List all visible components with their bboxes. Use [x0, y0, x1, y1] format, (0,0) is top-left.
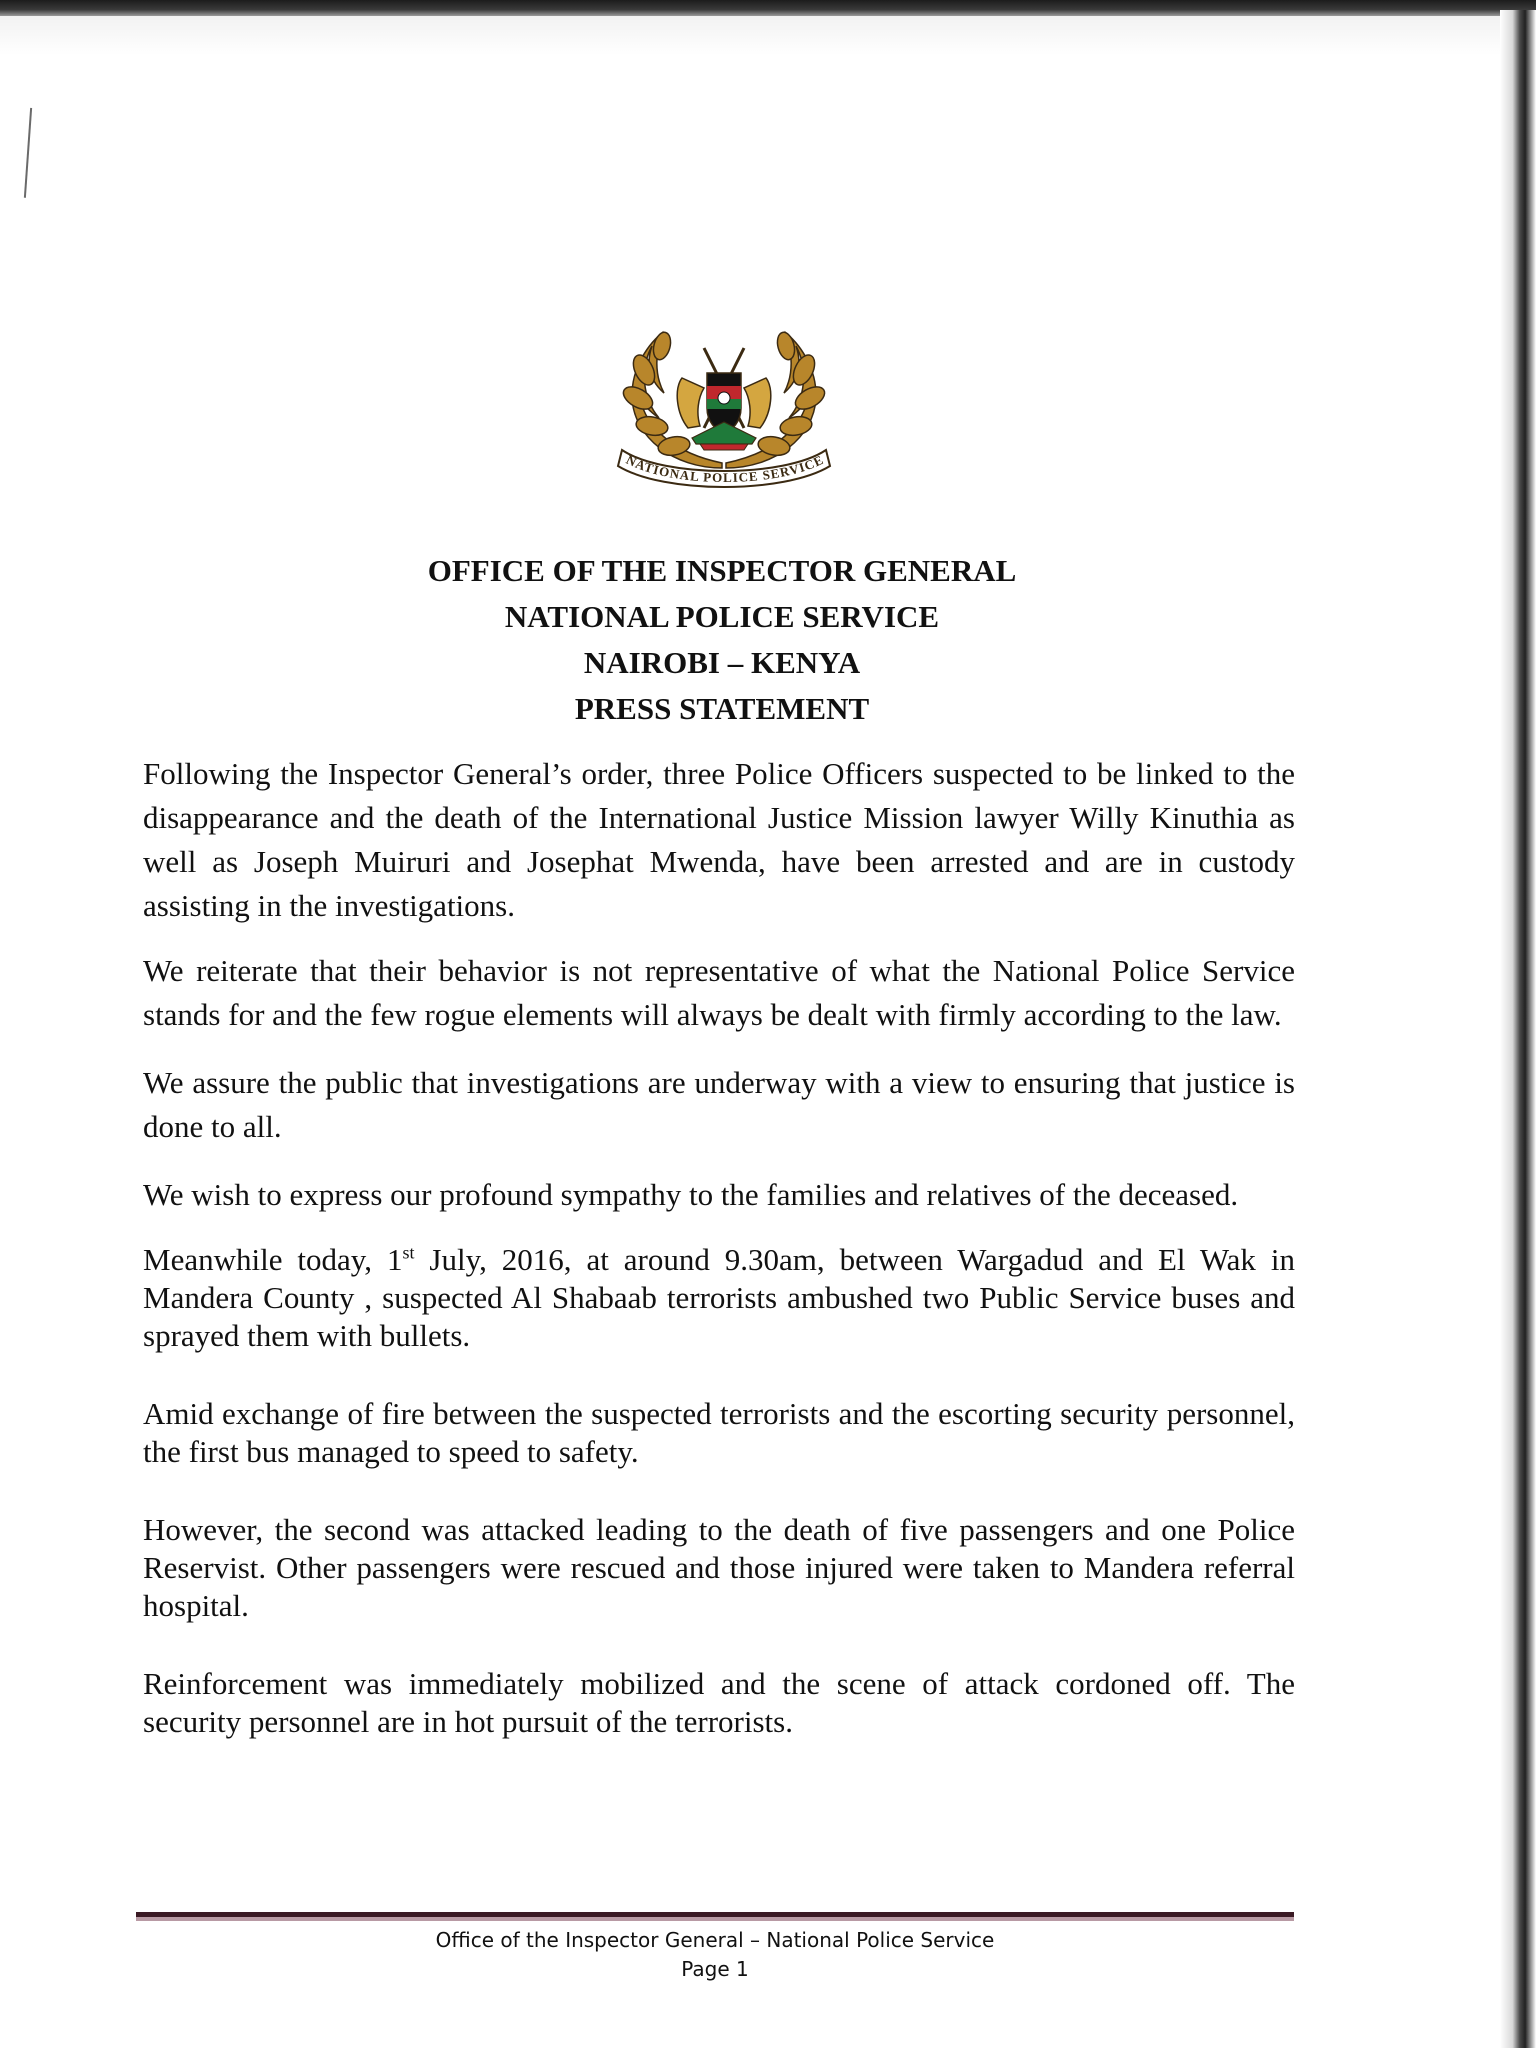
header-block [0, 548, 1444, 732]
page-footer [0, 1926, 1430, 1984]
page-number: Page 1 [681, 1957, 749, 1981]
scan-shadow [0, 16, 1536, 56]
paragraph-1: Following the Inspector General’s order, three Police Officers suspected to be linked to the disappearance and the death of the International Justice Mission lawyer Willy Kinuthia as well as Joseph Muiruri and Josephat Mwenda, have been arrested and are in custody assisting in the investigations. [143, 756, 1295, 923]
paragraph-3: We assure the public that investigations are underway with a view to ensuring that justice is done to all. [143, 1065, 1295, 1144]
paragraph-7: However, the second was attacked leading to the death of five passengers and one Police Reservist. Other passengers were rescued and those injured were taken to Mandera referral hospital. [143, 1512, 1295, 1623]
scan-edge-right [1500, 10, 1536, 2048]
emblem-text: NATIONAL POLICE SERVICE [623, 451, 827, 486]
scan-mark [24, 108, 36, 198]
police-emblem-icon [604, 318, 844, 498]
document-type: PRESS STATEMENT [574, 691, 870, 726]
footer-divider [136, 1912, 1294, 1917]
scan-edge-top [0, 0, 1536, 16]
location-title: NAIROBI – KENYA [583, 645, 861, 680]
service-title: NATIONAL POLICE SERVICE [504, 599, 940, 634]
footer-office: Office of the Inspector General – National Police Service [435, 1928, 995, 1952]
ordinal-suffix: st [402, 1242, 415, 1263]
statement-body [143, 752, 1295, 1741]
office-title: OFFICE OF THE INSPECTOR GENERAL [427, 553, 1017, 588]
paragraph-5 [143, 1241, 1295, 1355]
paragraph-5-rest: July, 2016, at around 9.30am, between Wargadud and El Wak in Mandera County , suspected Al Shabaab terrorists ambushed two Public Service buses and sprayed them with bullets. [143, 1242, 1295, 1353]
paragraph-6: Amid exchange of fire between the suspected terrorists and the escorting security personnel, the first bus managed to speed to safety. [143, 1396, 1295, 1469]
paragraph-4: We wish to express our profound sympathy to the families and relatives of the deceased. [143, 1177, 1239, 1212]
paragraph-8: Reinforcement was immediately mobilized and the scene of attack cordoned off. The security personnel are in hot pursuit of the terrorists. [143, 1666, 1295, 1739]
paragraph-2: We reiterate that their behavior is not representative of what the National Police Service stands for and the few rogue elements will always be dealt with firmly according to the law. [143, 953, 1295, 1032]
paragraph-5-start: Meanwhile today, 1 [143, 1242, 403, 1277]
